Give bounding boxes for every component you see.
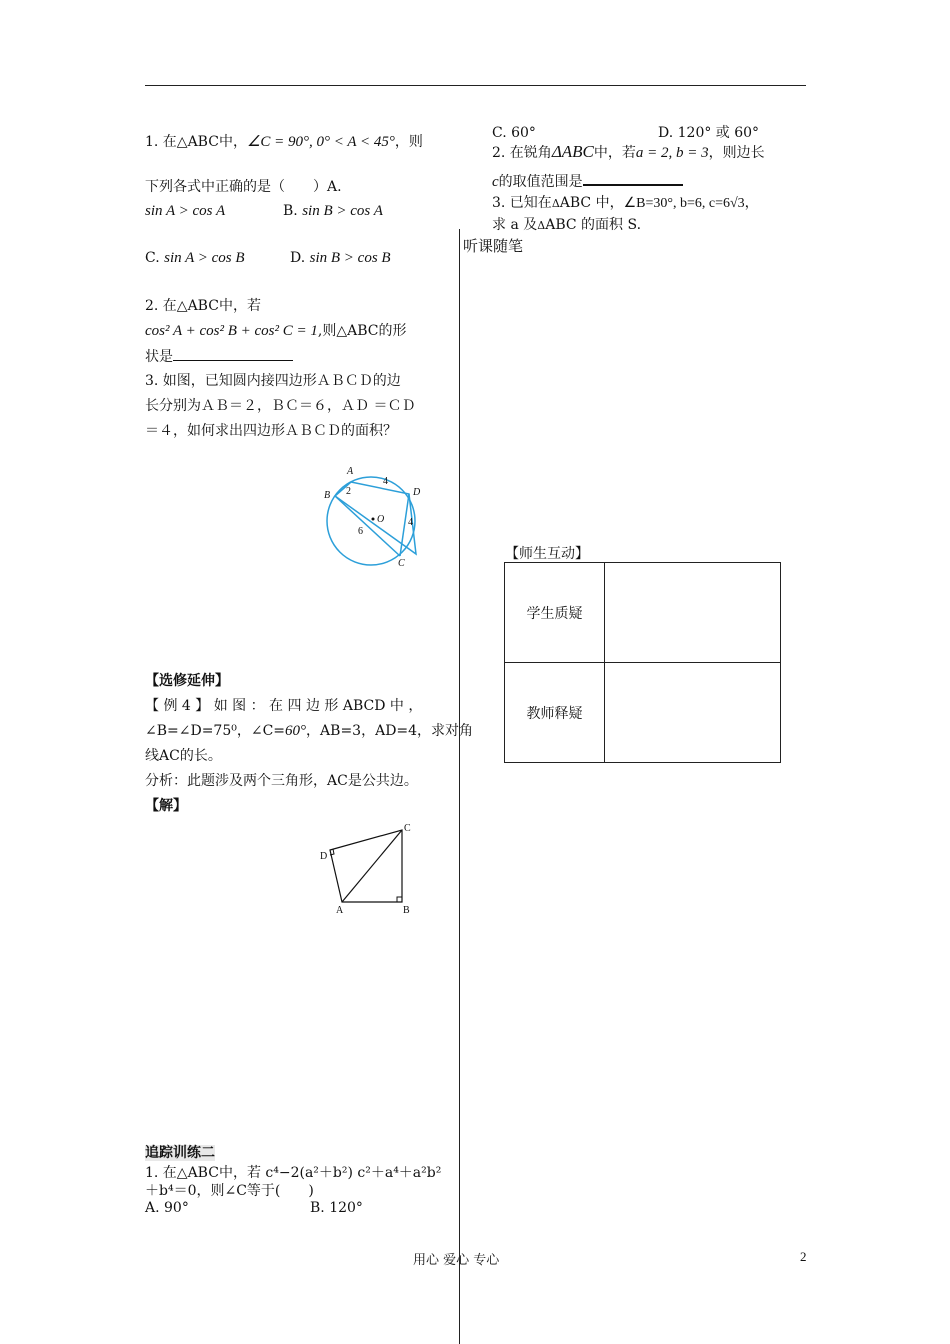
q3-line1: 3. 如图，已知圆内接四边形ＡＢＣＤ的边 xyxy=(145,373,401,389)
student-questions-cell[interactable] xyxy=(605,563,781,663)
page-number: 2 xyxy=(800,1249,807,1264)
track-q1-line1: 1. 在△ABC中，若 c⁴−2(a²＋b²) c²＋a⁴＋a²b² xyxy=(145,1165,442,1181)
q1-option-c-math: sin A > cos B xyxy=(164,250,245,266)
interaction-title: 【师生互动】 xyxy=(505,546,589,562)
student-questions-label: 学生质疑 xyxy=(505,563,605,663)
vertex-a-label: A xyxy=(347,466,354,477)
quad-vertex-b-label: B xyxy=(403,905,410,916)
right-q3-line2 xyxy=(492,216,641,235)
q2-text: ,则△ABC的形 xyxy=(317,323,407,339)
right-q3-text: 3. 已知在 xyxy=(492,195,552,211)
side-bc-length: 6 xyxy=(358,526,363,537)
right-q2-range-text: 的取值范围是 xyxy=(498,174,583,190)
q1-line1 xyxy=(145,133,423,151)
right-q2-sides: a = 2, b = 3 xyxy=(635,145,709,161)
right-q3-line2-text: 求 a 及 xyxy=(492,217,538,233)
diagonal-ac xyxy=(342,830,402,902)
side-cd-length: 4 xyxy=(408,517,413,528)
q1-text-end: ，则 xyxy=(394,134,423,150)
q1-option-a: sin A > cos A xyxy=(145,203,226,219)
vertex-b-label: B xyxy=(324,490,331,501)
section-extension-title: 【选修延伸】 xyxy=(145,673,229,689)
example4-solution-label: 【解】 xyxy=(145,798,187,814)
example4-line1: 【 例 4 】 如 图 ： 在 四 边 形 ABCD 中 ， xyxy=(145,698,423,714)
right-q2-text: 2. 在锐角 xyxy=(492,145,552,161)
right-q2-side-c: c xyxy=(492,174,499,190)
teacher-answers-cell[interactable] xyxy=(605,663,781,763)
inscribed-quadrilateral-figure xyxy=(318,460,428,572)
example4-angle-c: 60° xyxy=(285,723,307,739)
q1-option-b-label: B. xyxy=(283,203,298,219)
example4-rest: ，AB=3，AD=4，求对角 xyxy=(306,723,474,739)
q3-line2: 长分别为ＡＢ＝２，ＢＣ＝６，ＡＤ ＝ＣＤ xyxy=(145,398,416,414)
right-q2-line2 xyxy=(492,169,683,191)
column-divider xyxy=(459,229,460,1344)
teacher-answers-label: 教师释疑 xyxy=(505,663,605,763)
q2-math: cos² A + cos² B + cos² C = 1 xyxy=(145,323,318,339)
q2-line2 xyxy=(145,322,406,340)
right-q2-text2: 中，若 xyxy=(593,145,636,161)
center-point xyxy=(372,518,375,521)
q2-line3-text: 状是 xyxy=(145,349,173,365)
track-q1-option-a: A. 90° xyxy=(145,1200,189,1216)
side-ad-length: 4 xyxy=(383,476,388,487)
q2-answer-blank[interactable] xyxy=(173,346,293,361)
example4-line2 xyxy=(145,722,473,740)
interaction-table xyxy=(504,562,781,763)
q3-line3: ＝４，如何求出四边形ＡＢＣＤ的面积？ xyxy=(145,423,397,439)
right-option-c: C. 60° xyxy=(492,125,536,141)
track-q1-option-b: B. 120° xyxy=(310,1200,363,1216)
q2-line3 xyxy=(145,346,293,366)
quad-vertex-c-label: C xyxy=(404,823,411,834)
right-q2-line1 xyxy=(492,143,765,162)
quadrilateral-abcd xyxy=(330,830,402,902)
side-ab-length: 2 xyxy=(346,486,351,497)
tracking-exercise-title-text: 追踪训练二 xyxy=(145,1145,215,1161)
triangle-symbol-2: Δ xyxy=(537,219,546,232)
vertex-d-label: D xyxy=(413,487,421,498)
quadrilateral-figure xyxy=(316,818,420,918)
q2-line1: 2. 在△ABC中，若 xyxy=(145,298,261,314)
right-option-d: D. 120° 或 60° xyxy=(658,125,760,141)
side-bc xyxy=(335,496,400,556)
q1-math: ∠C = 90°, 0° < A < 45° xyxy=(246,134,395,150)
right-angle-mark-b xyxy=(397,897,402,902)
tracking-exercise-title xyxy=(145,1144,215,1162)
right-q3-line2-text2: ABC 的面积 S. xyxy=(545,217,642,233)
right-q2-answer-blank[interactable] xyxy=(583,169,683,186)
right-q3-text2: ABC 中， xyxy=(559,195,624,211)
q1-option-d xyxy=(290,249,391,267)
example4-line3: 线AC的长。 xyxy=(145,748,222,764)
right-q3-comma: ， xyxy=(744,195,759,211)
q1-option-d-math: sin B > cos B xyxy=(309,250,391,266)
example4-analysis: 分析：此题涉及两个三角形，AC是公共边。 xyxy=(145,773,418,789)
q1-option-c xyxy=(145,249,245,267)
right-q3-given: ∠B=30°, b=6, c=6√3 xyxy=(623,196,745,211)
right-q3-line1 xyxy=(492,194,759,213)
top-rule xyxy=(145,85,806,86)
footer-slogan: 用心 爱心 专心 xyxy=(413,1253,500,1268)
q1-option-b xyxy=(283,202,383,220)
quad-vertex-a-label: A xyxy=(336,905,344,916)
right-q2-text3: ，则边长 xyxy=(708,145,765,161)
triangle-symbol: Δ xyxy=(551,197,560,210)
quad-vertex-d-label: D xyxy=(320,851,328,862)
q1-text: 1. 在△ABC中， xyxy=(145,134,247,150)
q1-option-d-label: D. xyxy=(290,250,306,266)
example4-angles: ∠B=∠D=75⁰，∠C= xyxy=(145,723,286,739)
q1-option-b-math: sin B > cos A xyxy=(302,203,383,219)
q1-line2: 下列各式中正确的是（ ）A. xyxy=(145,179,342,195)
center-o-label: O xyxy=(377,514,385,525)
vertex-c-label: C xyxy=(398,558,405,569)
track-q1-line2: ＋b⁴＝0，则∠C等于( ) xyxy=(145,1183,314,1199)
right-q2-triangle: ΔABC xyxy=(551,142,594,161)
q1-option-c-label: C. xyxy=(145,250,160,266)
lecture-notes-label: 听课随笔 xyxy=(463,237,524,255)
